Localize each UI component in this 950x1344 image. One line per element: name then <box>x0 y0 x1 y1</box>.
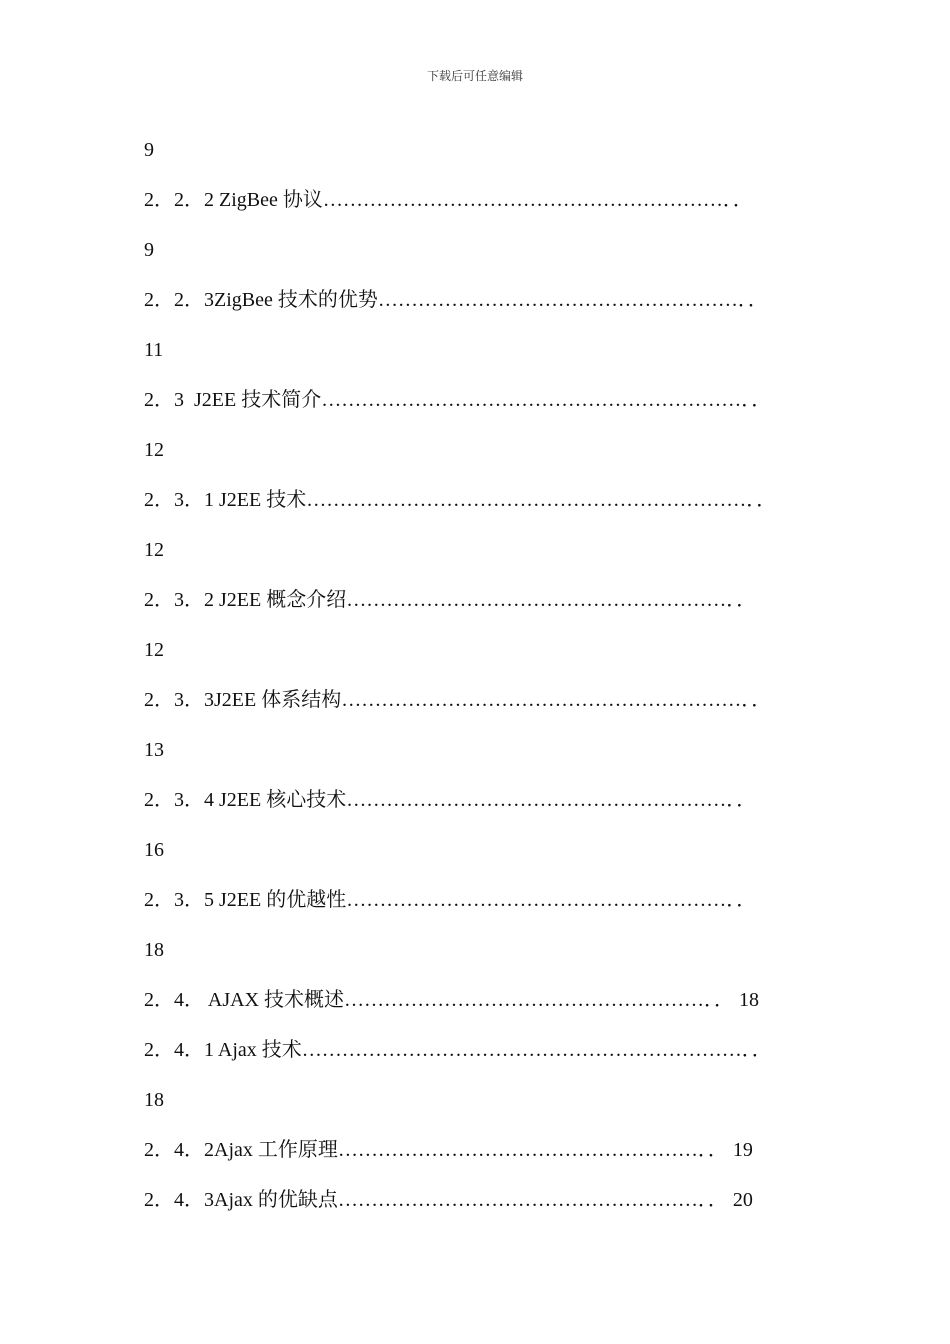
toc-line: 2．4． AJAX 技术概述………………………………………………．． 18 <box>144 989 760 1011</box>
toc-line: 2．3．2 J2EE 概念介绍…………………………………………………．． <box>144 589 757 611</box>
page-header: 下载后可任意编辑 <box>426 69 523 83</box>
toc-line: 2．3．5 J2EE 的优越性…………………………………………………．． <box>144 889 757 911</box>
toc-line: 12 <box>144 439 164 461</box>
toc-line: 12 <box>144 539 164 561</box>
toc-line: 2．4．1 Ajax 技术…………………………………………………………．． <box>144 1039 772 1061</box>
toc-line: 2．3．4 J2EE 核心技术…………………………………………………．． <box>144 789 757 811</box>
toc-line: 18 <box>144 939 164 961</box>
toc-line: 18 <box>144 1089 164 1111</box>
toc-line: 2．2．2 ZigBee 协议……………………………………………………．． <box>144 189 753 211</box>
toc-line: 9 <box>144 239 154 261</box>
toc-line: 2．2．3ZigBee 技术的优势………………………………………………．． <box>144 289 768 311</box>
toc-line: 2．3．3J2EE 体系结构……………………………………………………．． <box>144 689 772 711</box>
toc-line: 16 <box>144 839 164 861</box>
toc-line: 9 <box>144 139 154 161</box>
toc-line: 11 <box>144 339 164 361</box>
toc-line: 2．4．3Ajax 的优缺点………………………………………………．． 20 <box>144 1189 753 1211</box>
toc-line: 2．3 J2EE 技术简介………………………………………………………．． <box>144 389 772 411</box>
toc-line: 13 <box>144 739 164 761</box>
toc-line: 2．3．1 J2EE 技术…………………………………………………………．． <box>144 489 777 511</box>
toc-line: 12 <box>144 639 164 661</box>
toc-line: 2．4．2Ajax 工作原理………………………………………………．． 19 <box>144 1139 753 1161</box>
